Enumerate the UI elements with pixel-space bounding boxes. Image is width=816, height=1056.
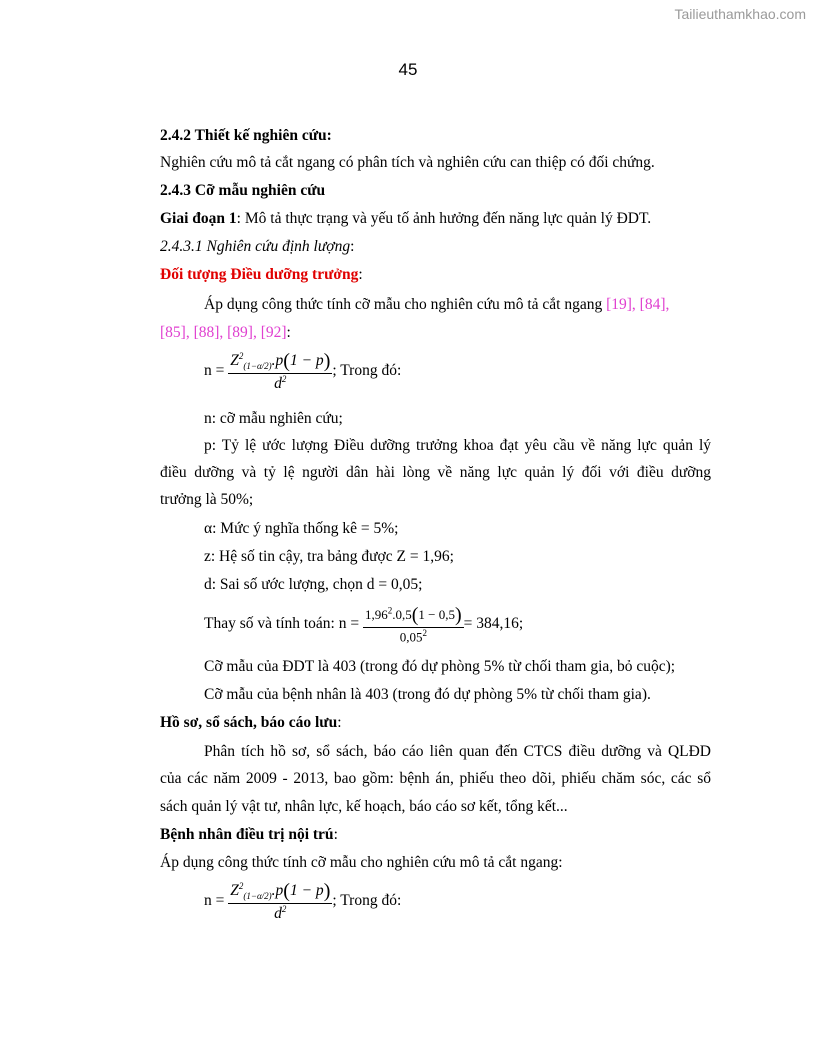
records-text-line1: Phân tích hồ sơ, sổ sách, báo cáo liên quan đến CTCS điều dưỡng và QLĐD	[204, 743, 711, 760]
definition-p-line2: điều dưỡng và tỷ lệ người dân hài lòng về năng lực quản lý đối với điều dưỡng	[160, 464, 711, 481]
citation-refs-line1: [19], [84],	[606, 296, 670, 313]
sample-size-patients: Cỡ mẫu của bệnh nhân là 403 (trong đó dự phòng 5% từ chối tham gia).	[204, 686, 651, 703]
phase-1-label: Giai đoạn 1	[160, 210, 237, 227]
records-heading	[160, 713, 342, 733]
sample-size-formula-2	[204, 880, 401, 923]
records-label: Hồ sơ, sổ sách, báo cáo lưu	[160, 714, 338, 731]
formula-2-suffix: ; Trong đó:	[332, 892, 402, 910]
formula-lhs: n =	[204, 362, 225, 380]
citation-refs-colon: :	[286, 324, 291, 341]
phase-1-text: : Mô tả thực trạng và yếu tố ảnh hưởng đến năng lực quản lý ĐDT.	[236, 210, 652, 227]
records-colon: :	[337, 714, 342, 731]
calculation-fraction	[363, 604, 464, 645]
formula-intro-line1	[204, 295, 669, 315]
subsection-heading-text: 2.4.3.1 Nghiên cứu định lượng	[160, 238, 351, 255]
formula-intro-line2	[160, 323, 291, 343]
definition-p-line1: p: Tỷ lệ ước lượng Điều dưỡng trưởng khoa đạt yêu cầu về năng lực quản lý	[204, 437, 711, 454]
formula-denominator: $d^2$	[274, 374, 287, 393]
inpatients-intro: Áp dụng công thức tính cỡ mẫu cho nghiên cứu mô tả cắt ngang:	[160, 854, 563, 871]
formula-numerator: $Z^2_{(1-\alpha/2)}.p(1 - p)$	[230, 350, 331, 372]
page-number: 45	[398, 60, 418, 79]
study-design-text: Nghiên cứu mô tả cắt ngang có phân tích và nghiên cứu can thiệp có đối chứng.	[160, 154, 655, 171]
definition-d: d: Sai số ước lượng, chọn d = 0,05;	[204, 576, 423, 593]
definition-z: z: Hệ số tin cậy, tra bảng được Z = 1,96;	[204, 548, 454, 565]
phase-1-paragraph	[160, 209, 651, 229]
formula-2-lhs: n =	[204, 892, 225, 910]
formula-fraction	[228, 350, 332, 393]
citation-refs-line2: [85], [88], [89], [92]	[160, 324, 287, 341]
watermark: Tailieuthamkhao.com	[674, 6, 806, 22]
head-nurse-colon: :	[358, 266, 363, 283]
calculation-result: = 384,16;	[463, 615, 524, 633]
inpatients-label: Bệnh nhân điều trị nội trú	[160, 826, 334, 843]
head-nurse-heading	[160, 265, 363, 285]
definition-p-line3: trưởng là 50%;	[160, 491, 254, 508]
sample-size-formula	[204, 350, 401, 393]
formula-2-denominator: $d^2$	[274, 904, 287, 923]
subsection-heading-2-4-3-1	[160, 237, 354, 257]
formula-intro-text: Áp dụng công thức tính cỡ mẫu cho nghiên cứu mô tả cắt ngang	[204, 296, 607, 313]
inpatients-colon: :	[333, 826, 338, 843]
definition-n: n: cỡ mẫu nghiên cứu;	[204, 410, 343, 427]
calculation-denominator: 0,05$^2$	[399, 628, 427, 645]
section-heading-2-4-2: 2.4.2 Thiết kế nghiên cứu:	[160, 127, 332, 144]
sample-size-ddt: Cỡ mẫu của ĐDT là 403 (trong đó dự phòng 5% từ chối tham gia, bỏ cuộc);	[204, 658, 676, 675]
records-text-line2: của các năm 2009 - 2013, bao gồm: bệnh án, phiếu theo dõi, phiếu chăm sóc, các sổ	[160, 770, 711, 787]
formula-suffix: ; Trong đó:	[332, 362, 402, 380]
calculation-prefix: Thay số và tính toán: n =	[204, 615, 360, 633]
head-nurse-label: Đối tượng Điều dưỡng trưởng	[160, 266, 359, 283]
section-heading-2-4-3: 2.4.3 Cỡ mẫu nghiên cứu	[160, 182, 326, 199]
definition-alpha: α: Mức ý nghĩa thống kê = 5%;	[204, 520, 399, 537]
records-text-line3: sách quản lý vật tư, nhân lực, kế hoạch, báo cáo sơ kết, tổng kết...	[160, 798, 568, 815]
inpatients-heading	[160, 825, 338, 845]
formula-2-fraction	[228, 880, 332, 923]
calculation-numerator: $1,96^2.0,5(1 - 0,5)$	[364, 604, 462, 626]
formula-2-numerator: $Z^2_{(1-\alpha/2)}.p(1 - p)$	[230, 880, 331, 902]
subsection-heading-colon: :	[350, 238, 355, 255]
calculation-formula	[204, 604, 523, 645]
